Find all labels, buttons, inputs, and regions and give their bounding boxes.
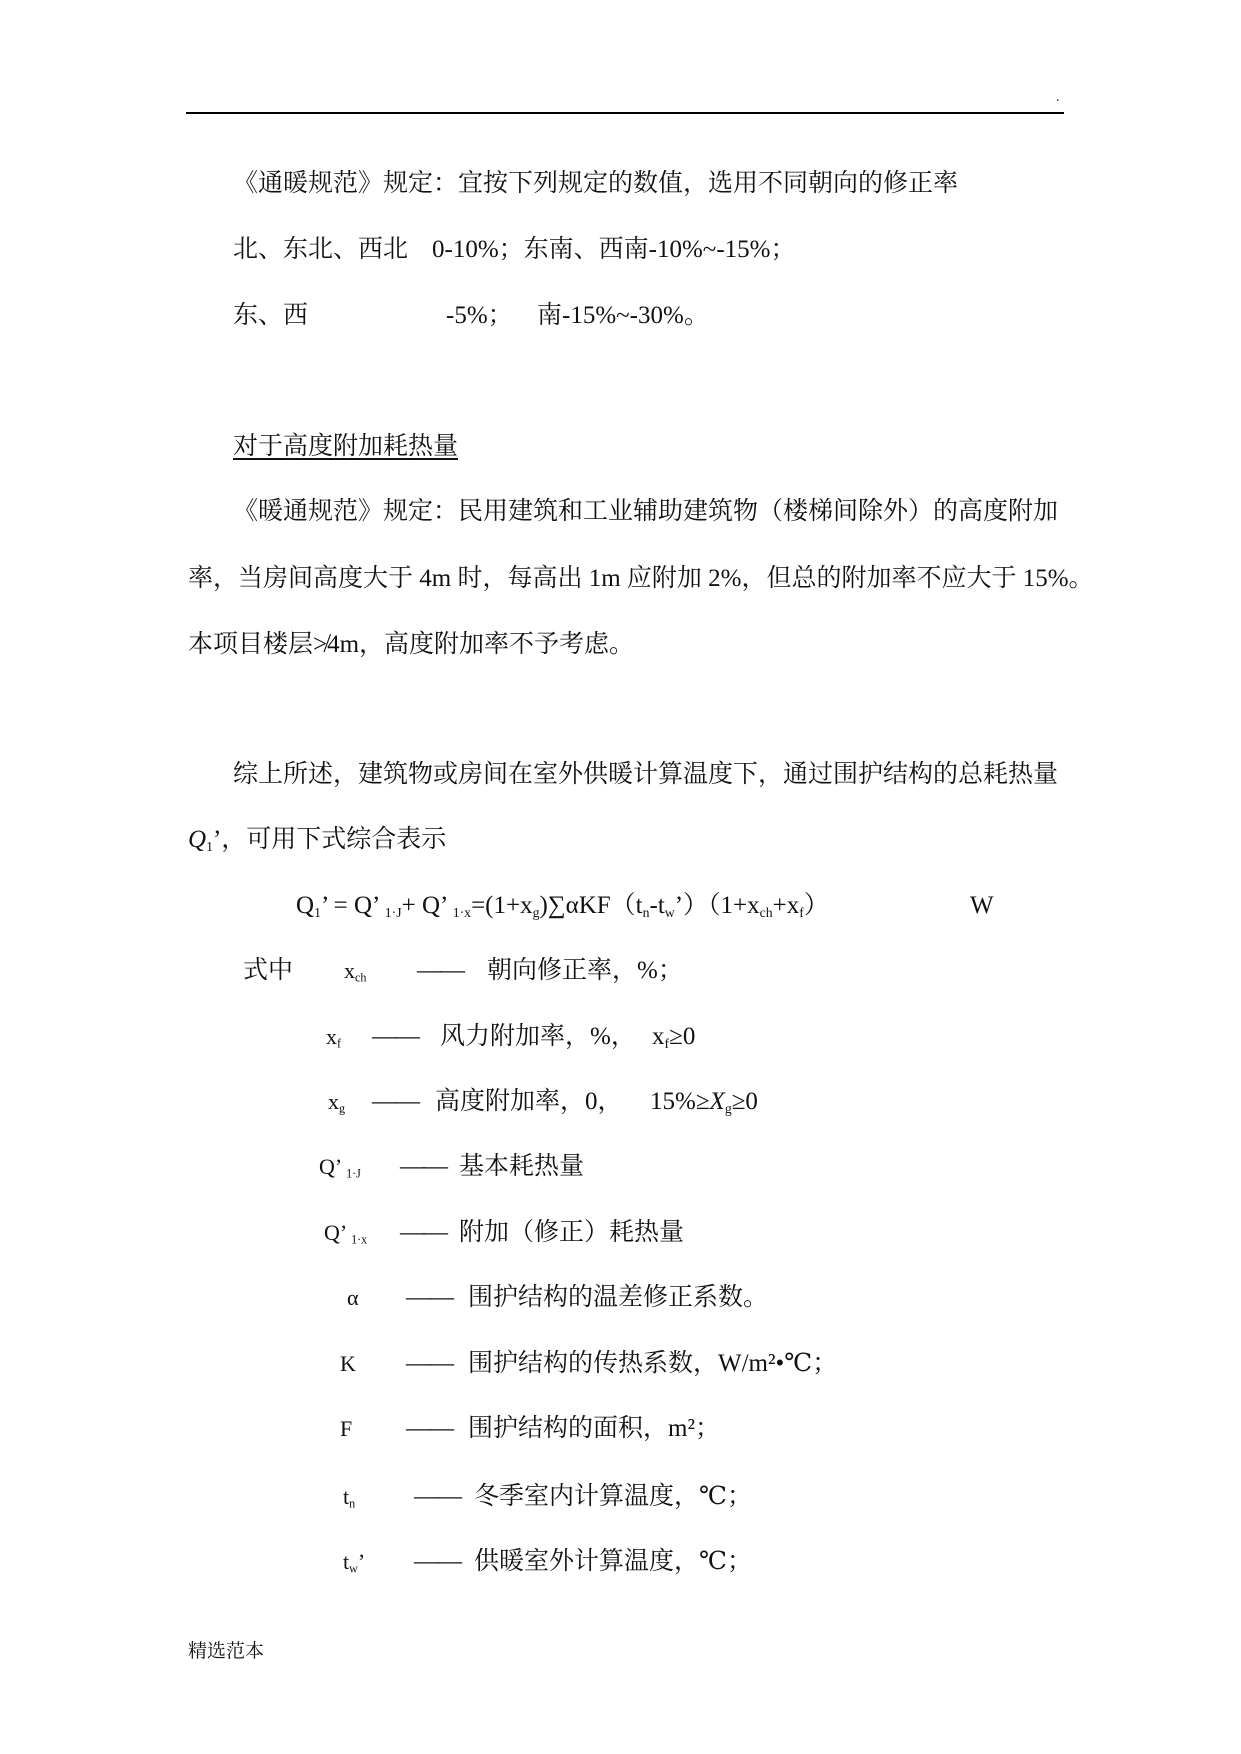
subscript-text: w (664, 905, 675, 921)
definition-desc: 朝向修正率，%； (487, 957, 683, 984)
definition-condition (650, 1087, 758, 1117)
inline-text: x (344, 958, 355, 983)
section-heading: 对于高度附加耗热量 (233, 433, 459, 460)
inline-text: x (328, 1089, 339, 1114)
orientation-row2-label: 东、西 (233, 302, 309, 329)
definition-desc: 高度附加率，0， (435, 1088, 623, 1115)
inline-text: t (343, 1549, 350, 1574)
inline-text: ’ (357, 1549, 366, 1574)
inline-text: Q (188, 826, 207, 853)
subscript-text: ch (355, 970, 367, 985)
subscript-text: 1·J (384, 905, 402, 921)
definition-dash: —— (414, 1483, 460, 1510)
inline-text: ≥0 (669, 1023, 696, 1050)
definition-symbol (343, 1547, 365, 1577)
orientation-row1-label: 北、东北、西北 (233, 236, 409, 263)
subscript-text: ch (759, 905, 773, 921)
inline-text: +x (772, 892, 800, 919)
inline-text: X (709, 1088, 725, 1115)
orientation-row2-value-b: 南-15%~-30%。 (537, 302, 709, 329)
inline-text: Q’ (319, 1154, 347, 1179)
definition-desc: 围护结构的面积，m²； (468, 1415, 720, 1442)
inline-text: α (347, 1285, 359, 1310)
subscript-text: n (349, 1496, 356, 1511)
orientation-row1-values: 0-10%；东南、西南-10%~-15%； (432, 236, 796, 263)
paragraph-line: 《暖通规范》规定：民用建筑和工业辅助建筑物（楼梯间除外）的高度附加 (233, 498, 1059, 525)
inline-text: x (652, 1023, 665, 1050)
inline-text: Q (296, 892, 315, 919)
inline-text: ’，可用下式综合表示 (212, 826, 447, 853)
definition-desc: 基本耗热量 (459, 1153, 585, 1180)
subscript-text: 1 (206, 839, 213, 855)
definition-dash: —— (417, 957, 463, 984)
subscript-text: 1·J (346, 1166, 361, 1181)
definition-condition (652, 1022, 695, 1052)
definition-dash: —— (406, 1284, 452, 1311)
subscript-text: f (799, 905, 804, 921)
inline-text: K (340, 1351, 356, 1376)
definition-desc: 冬季室内计算温度，℃； (474, 1483, 752, 1510)
subscript-text: n (642, 905, 650, 921)
definition-symbol (347, 1283, 359, 1313)
header-rule (186, 112, 1064, 114)
definition-desc: 围护结构的温差修正系数。 (468, 1284, 769, 1311)
definition-dash: —— (406, 1415, 452, 1442)
orientation-row2-value-a: -5%； (446, 302, 513, 329)
definition-symbol (326, 1022, 341, 1052)
heat-loss-formula (296, 891, 829, 921)
subscript-text: f (337, 1036, 342, 1051)
definition-dash: —— (400, 1153, 446, 1180)
inline-text: Q’ (324, 1220, 352, 1245)
definition-desc: 风力附加率，%， (440, 1023, 636, 1050)
definition-symbol (328, 1087, 345, 1117)
subscript-text: 1·x (452, 905, 472, 921)
definition-dash: —— (414, 1548, 460, 1575)
definition-desc: 围护结构的传热系数，W/m²•℃； (468, 1350, 838, 1377)
definition-symbol (319, 1152, 361, 1182)
subscript-text: f (664, 1036, 670, 1052)
definition-symbol (340, 1414, 352, 1444)
definition-symbol (340, 1349, 356, 1379)
inline-text: F (340, 1416, 353, 1441)
inline-text: ’）（1+x (674, 892, 760, 919)
definition-desc: 供暖室外计算温度，℃； (474, 1548, 752, 1575)
definition-desc: 附加（修正）耗热量 (459, 1219, 685, 1246)
orientation-intro: 《通暖规范》规定：宜按下列规定的数值，选用不同朝向的修正率 (233, 170, 959, 197)
definition-dash: —— (372, 1023, 418, 1050)
subscript-text: g (339, 1101, 346, 1116)
inline-text: -t (649, 892, 665, 919)
definition-symbol (343, 1482, 355, 1512)
definition-dash: —— (400, 1219, 446, 1246)
footer-label: 精选范本 (188, 1641, 265, 1662)
subscript-text: 1 (314, 905, 321, 921)
where-label: 式中 (243, 957, 294, 984)
definition-symbol (344, 956, 366, 986)
summary-line (188, 825, 446, 855)
inline-text: )∑αKF（t (539, 892, 643, 919)
inline-text: x (326, 1024, 337, 1049)
paragraph-line: 本项目楼层≯4m，高度附加率不予考虑。 (188, 631, 635, 658)
inline-text: ≥0 (731, 1088, 758, 1115)
inline-text: + Q’ (401, 892, 453, 919)
subscript-text: g (532, 905, 540, 921)
definition-dash: —— (372, 1088, 418, 1115)
paragraph-line: 率，当房间高度大于 4m 时，每高出 1m 应附加 2%，但总的附加率不应大于 15%。 (188, 565, 1094, 592)
subscript-text: g (724, 1101, 732, 1117)
inline-text: t (343, 1484, 350, 1509)
subscript-text: 1·x (351, 1232, 368, 1247)
inline-text: ） (803, 892, 829, 919)
inline-text: 15%≥ (650, 1088, 710, 1115)
definition-dash: —— (406, 1350, 452, 1377)
formula-unit: W (970, 892, 994, 919)
header-mark: . (1056, 90, 1060, 105)
inline-text: ’ = Q’ (320, 892, 385, 919)
summary-line: 综上所述，建筑物或房间在室外供暖计算温度下，通过围护结构的总耗热量 (233, 761, 1059, 788)
inline-text: =(1+x (471, 892, 533, 919)
definition-symbol (324, 1218, 367, 1248)
subscript-text: w (349, 1561, 358, 1576)
